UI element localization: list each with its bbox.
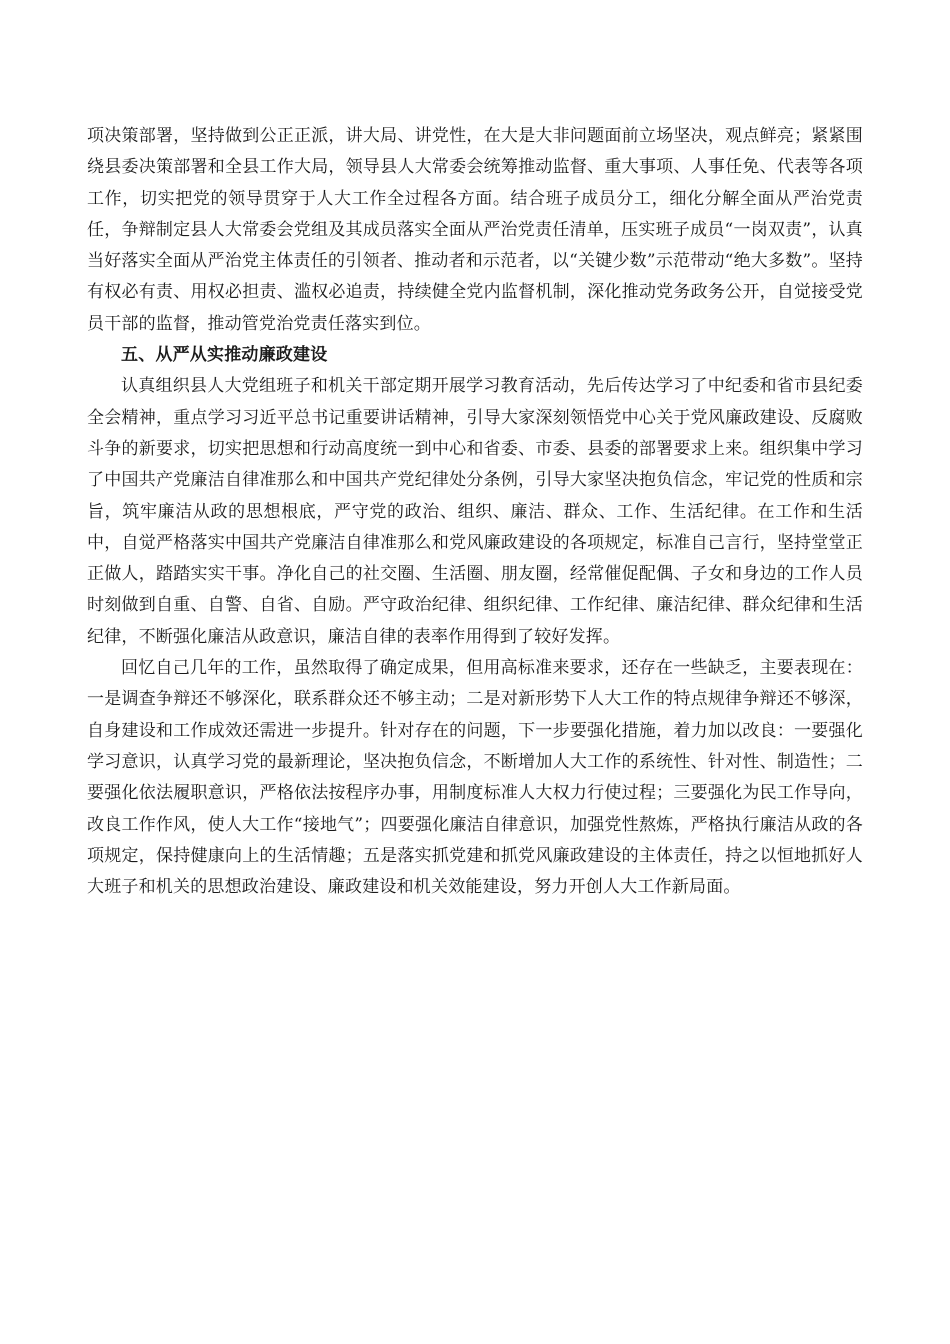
paragraph-continuation: 项决策部署，坚持做到公正正派，讲大局、讲党性，在大是大非问题面前立场坚决，观点鲜亮；紧紧围绕县委决策部署和全县工作大局，领导县人大常委会统筹推动监督、重大事项、人事任免、代表等各项工作，切实把党的领导贯穿于人大工作全过程各方面。结合班子成员分工，细化分解全面从严治党责任，争辩制定县人大常委会党组及其成员落实全面从严治党责任清单，压实班子成员“一岗双责”，认真当好落实全面从严治党主体责任的引领者、推动者和示范者，以“关键少数”示范带动“绝大多数”。坚持有权必有责、用权必担责、滥权必追责，持续健全党内监督机制，深化推动党务政务公开，自觉接受党员干部的监督，推动管党治党责任落实到位。 [87, 126, 863, 334]
paragraph-summary: 回忆自己几年的工作，虽然取得了确定成果，但用高标准来要求，还存在一些缺乏，主要表现在：一是调查争辩还不够深化，联系群众还不够主动；二是对新形势下人大工作的特点规律争辩还不够深，自身建设和工作成效还需进一步提升。针对存在的问题，下一步要强化措施，着力加以改良：一要强化学习意识，认真学习党的最新理论，坚决抱负信念，不断增加人大工作的系统性、针对性、制造性；二要强化依法履职意识，严格依法按程序办事，用制度标准人大权力行使过程；三要强化为民工作导向，改良工作作风，使人大工作“接地气”；四要强化廉洁自律意识，加强党性熬炼，严格执行廉洁从政的各项规定，保持健康向上的生活情趣；五是落实抓党建和抓党风廉政建设的主体责任，持之以恒地抓好人大班子和机关的思想政治建设、廉政建设和机关效能建设，努力开创人大工作新局面。 [87, 658, 863, 898]
paragraph-integrity: 认真组织县人大党组班子和机关干部定期开展学习教育活动，先后传达学习了中纪委和省市县纪委全会精神，重点学习习近平总书记重要讲话精神，引导大家深刻领悟党中心关于党风廉政建设、反腐败斗争的新要求，切实把思想和行动高度统一到中心和省委、市委、县委的部署要求上来。组织集中学习了中国共产党廉洁自律准那么和中国共产党纪律处分条例，引导大家坚决抱负信念，牢记党的性质和宗旨，筑牢廉洁从政的思想根底，严守党的政治、组织、廉洁、群众、工作、生活纪律。在工作和生活中，自觉严格落实中国共产党廉洁自律准那么和党风廉政建设的各项规定，标准自己言行，坚持堂堂正正做人，踏踏实实干事。净化自己的社交圈、生活圈、朋友圈，经常催促配偶、子女和身边的工作人员时刻做到自重、自警、自省、自励。严守政治纪律、组织纪律、工作纪律、廉洁纪律、群众纪律和生活纪律，不断强化廉洁从政意识，廉洁自律的表率作用得到了较好发挥。 [87, 376, 863, 647]
document-body [87, 121, 863, 903]
section-heading: 五、从严从实推动廉政建设 [121, 345, 328, 366]
